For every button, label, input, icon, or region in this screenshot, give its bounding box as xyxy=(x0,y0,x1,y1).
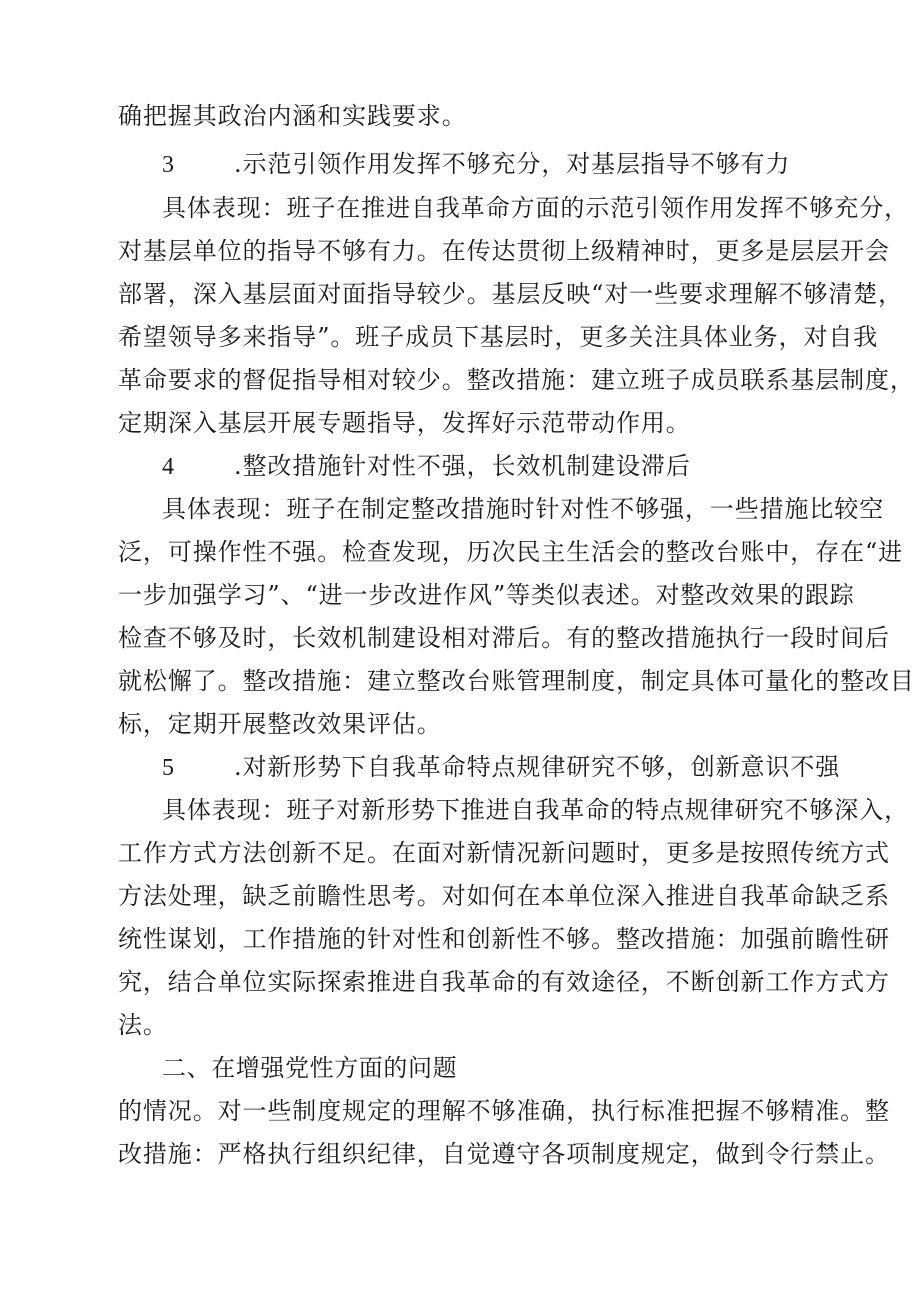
item-title: .整改措施针对性不强，长效机制建设滞后 xyxy=(234,452,691,480)
text-line: 统性谋划，工作措施的针对性和创新性不够。整改措施：加强前瞻性研 xyxy=(118,925,890,953)
text-line: 的情况。对一些制度规定的理解不够准确，执行标准把握不够精准。整 xyxy=(118,1097,890,1125)
text-line: 具体表现：班子对新形势下推进自我革命的特点规律研究不够深入， xyxy=(162,796,909,824)
text-line: 定期深入基层开展专题指导，发挥好示范带动作用。 xyxy=(118,409,691,437)
text-line: 标，定期开展整改效果评估。 xyxy=(118,710,442,738)
text-line: 就松懈了。整改措施：建立整改台账管理制度，制定具体可量化的整改目 xyxy=(118,667,915,695)
item-number: 5 xyxy=(162,755,175,781)
text-line: 检查不够及时，长效机制建设相对滞后。有的整改措施执行一段时间后 xyxy=(118,624,890,652)
text-line: 一步加强学习”、“进一步改进作风”等类似表述。对整改效果的跟踪 xyxy=(118,581,855,609)
text-line: 方法处理，缺乏前瞻性思考。对如何在本单位深入推进自我革命缺乏系 xyxy=(118,882,890,910)
item-title: .对新形势下自我革命特点规律研究不够，创新意识不强 xyxy=(234,753,841,781)
item-number: 4 xyxy=(162,454,175,480)
text-line: 工作方式方法创新不足。在面对新情况新问题时，更多是按照传统方式 xyxy=(118,839,890,867)
text-line: 具体表现：班子在制定整改措施时针对性不够强，一些措施比较空 xyxy=(162,495,885,523)
text-line: 对基层单位的指导不够有力。在传达贯彻上级精神时，更多是层层开会 xyxy=(118,237,890,265)
text-line: 确把握其政治内涵和实践要求。 xyxy=(118,102,467,130)
numbered-item-heading xyxy=(162,451,691,482)
text-line: 究，结合单位实际探索推进自我革命的有效途径，不断创新工作方式方 xyxy=(118,968,890,996)
item-title: .示范引领作用发挥不够充分，对基层指导不够有力 xyxy=(234,150,791,178)
numbered-item-heading xyxy=(162,752,840,783)
text-line: 改措施：严格执行组织纪律，自觉遵守各项制度规定，做到令行禁止。 xyxy=(118,1140,890,1168)
text-line: 泛，可操作性不强。检查发现，历次民主生活会的整改台账中，存在“进 xyxy=(118,538,904,566)
section-heading: 二、在增强党性方面的问题 xyxy=(162,1054,458,1082)
text-line: 革命要求的督促指导相对较少。整改措施：建立班子成员联系基层制度， xyxy=(118,366,915,394)
text-line: 法。 xyxy=(118,1011,168,1039)
text-line: 具体表现：班子在推进自我革命方面的示范引领作用发挥不够充分， xyxy=(162,194,909,222)
numbered-item-heading xyxy=(162,149,790,180)
text-line: 部署，深入基层面对面指导较少。基层反映“对一些要求理解不够清楚， xyxy=(118,280,904,308)
item-number: 3 xyxy=(162,152,175,178)
text-line: 希望领导多来指导”。班子成员下基层时，更多关注具体业务，对自我 xyxy=(118,323,879,351)
